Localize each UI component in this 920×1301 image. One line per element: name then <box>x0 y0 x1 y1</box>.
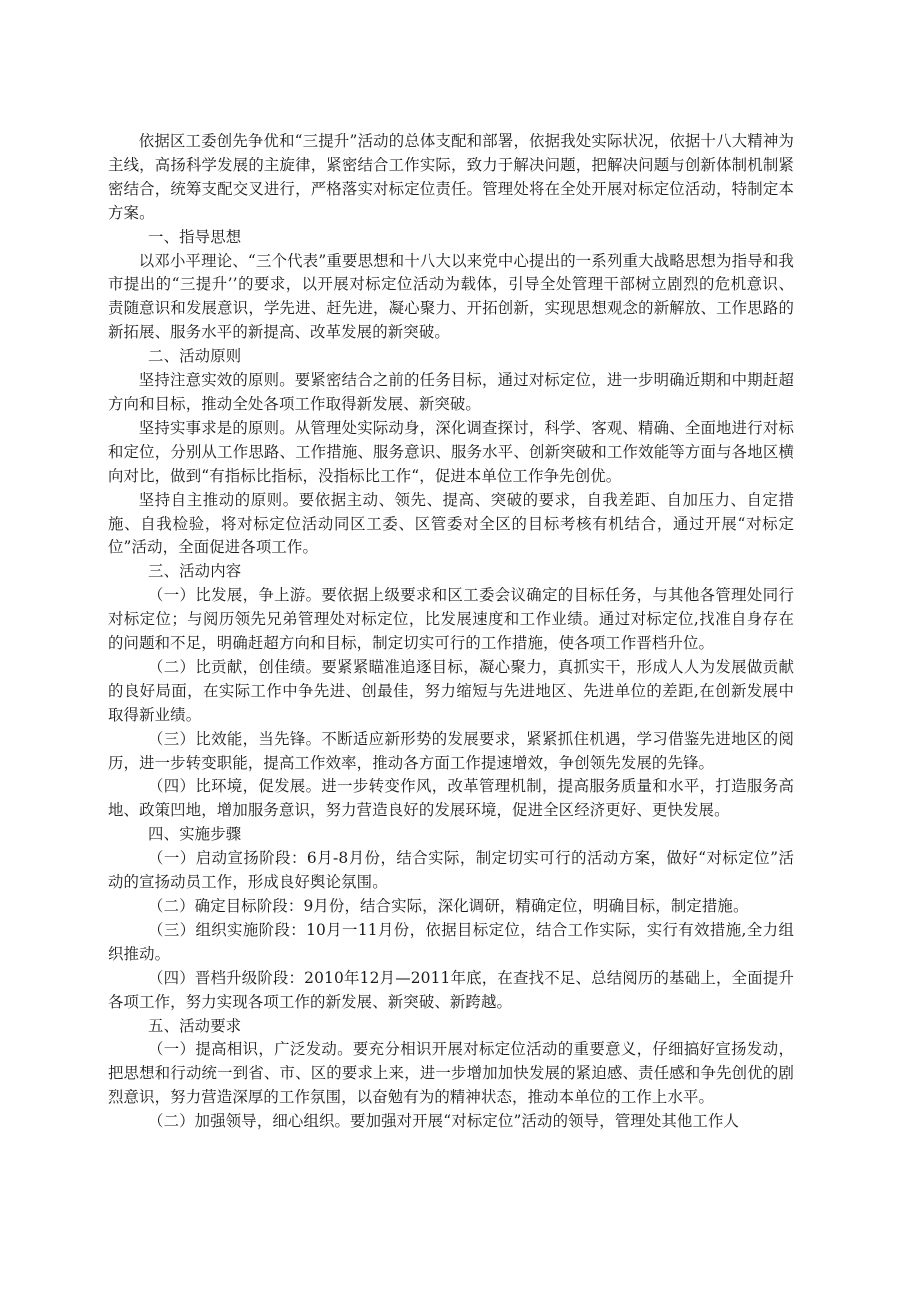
body-paragraph: 以邓小平理论、“三个代表”重要思想和十八大以来党中心提出的一系列重大战略思想为指导和我市提出的“三提升’’的要求，以开展对标定位活动为载体，引导全处管理干部树立剧烈的危机意识、责随意识和发展意识，学先进、赶先进，凝心聚力、开拓创新，实现思想观念的新解放、工作思路的新拓展、服务水平的新提高、改革发展的新突破。 <box>108 251 794 342</box>
document-body <box>108 130 794 1134</box>
list-item: （三）比效能，当先锋。不断适应新形势的发展要求，紧紧抓住机遇，学习借鉴先进地区的阅历，进一步转变职能，提高工作效率，推动各方面工作提速增效，争创领先发展的先锋。 <box>108 729 794 772</box>
body-paragraph: 坚持自主推动的原则。要依据主动、领先、提高、突破的要求，自我差距、自加压力、自定措施、自我检验，将对标定位活动同区工委、区管委对全区的目标考核有机结合，通过开展“对标定位”活动，全面促进各项工作。 <box>108 490 794 557</box>
list-item: （一）提高相识，广泛发动。要充分相识开展对标定位活动的重要意义，仔细搞好宣扬发动，把思想和行动统一到省、市、区的要求上来，进一步增加加快发展的紧迫感、责任感和争先创优的剧烈意识，努力营造深厚的工作氛围，以奋勉有为的精神状态，推动本单位的工作上水平。 <box>108 1040 794 1107</box>
body-paragraph: 坚持实事求是的原则。从管理处实际动身，深化调查探讨，科学、客观、精确、全面地进行对标和定位，分别从工作思路、工作措施、服务意识、服务水平、创新突破和工作效能等方面与各地区横向对比，做到“有指标比指标，没指标比工作“，促进本单位工作争先创优。 <box>108 418 794 485</box>
intro-paragraph: 依据区工委创先争优和“三提升”活动的总体支配和部署，依据我处实际状况，依据十八大精神为主线，高扬科学发展的主旋律，紧密结合工作实际，致力于解决问题，把解决问题与创新体制机制紧密结合，统筹支配交叉进行，严格落实对标定位责任。管理处将在全处开展对标定位活动，特制定本方案。 <box>108 132 794 222</box>
section-heading-guiding-ideology: 一、指导思想 <box>148 227 242 246</box>
section-heading-steps: 四、实施步骤 <box>148 825 242 844</box>
list-item: （一）启动宣扬阶段：6月-8月份，结合实际，制定切实可行的活动方案，做好“对标定位”活动的宣扬动员工作，形成良好舆论氛围。 <box>108 849 794 892</box>
list-item: （二）确定目标阶段：9月份，结合实际，深化调研，精确定位，明确目标，制定措施。 <box>148 897 749 915</box>
section-heading-principles: 二、活动原则 <box>148 347 242 366</box>
list-item: （四）比环境，促发展。进一步转变作风，改革管理机制，提高服务质量和水平，打造服务高地、政策凹地，增加服务意识，努力营造良好的发展环境，促进全区经济更好、更快发展。 <box>108 777 794 820</box>
list-item: （二）加强领导，细心组织。要加强对开展“对标定位”活动的领导，管理处其他工作人 <box>148 1112 740 1131</box>
list-item: （二）比贡献，创佳绩。要紧紧瞄准追逐目标，凝心聚力，真抓实干，形成人人为发展做贡献的良好局面，在实际工作中争先进、创最佳，努力缩短与先进地区、先进单位的差距,在创新发展中取得新业绩。 <box>108 657 794 724</box>
body-paragraph: 坚持注意实效的原则。要紧密结合之前的任务目标，通过对标定位，进一步明确近期和中期赶超方向和目标，推动全处各项工作取得新发展、新突破。 <box>108 371 794 413</box>
list-item: （四）晋档升级阶段：2010年12月—2011年底，在查找不足、总结阅历的基础上，全面提升各项工作，努力实现各项工作的新发展、新突破、新跨越。 <box>108 968 794 1011</box>
section-heading-content: 三、活动内容 <box>148 562 242 581</box>
section-heading-requirements: 五、活动要求 <box>148 1016 242 1035</box>
list-item: （一）比发展，争上游。要依据上级要求和区工委会议确定的目标任务，与其他各管理处同行对标定位；与阅历领先兄弟管理处对标定位，比发展速度和工作业绩。通过对标定位,找准自身存在的问题和不足，明确赶超方向和目标，制定切实可行的工作措施，使各项工作晋档升位。 <box>108 586 794 653</box>
list-item: （三）组织实施阶段：10月一11月份，依据目标定位，结合工作实际，实行有效措施,全力组织推动。 <box>108 920 794 963</box>
